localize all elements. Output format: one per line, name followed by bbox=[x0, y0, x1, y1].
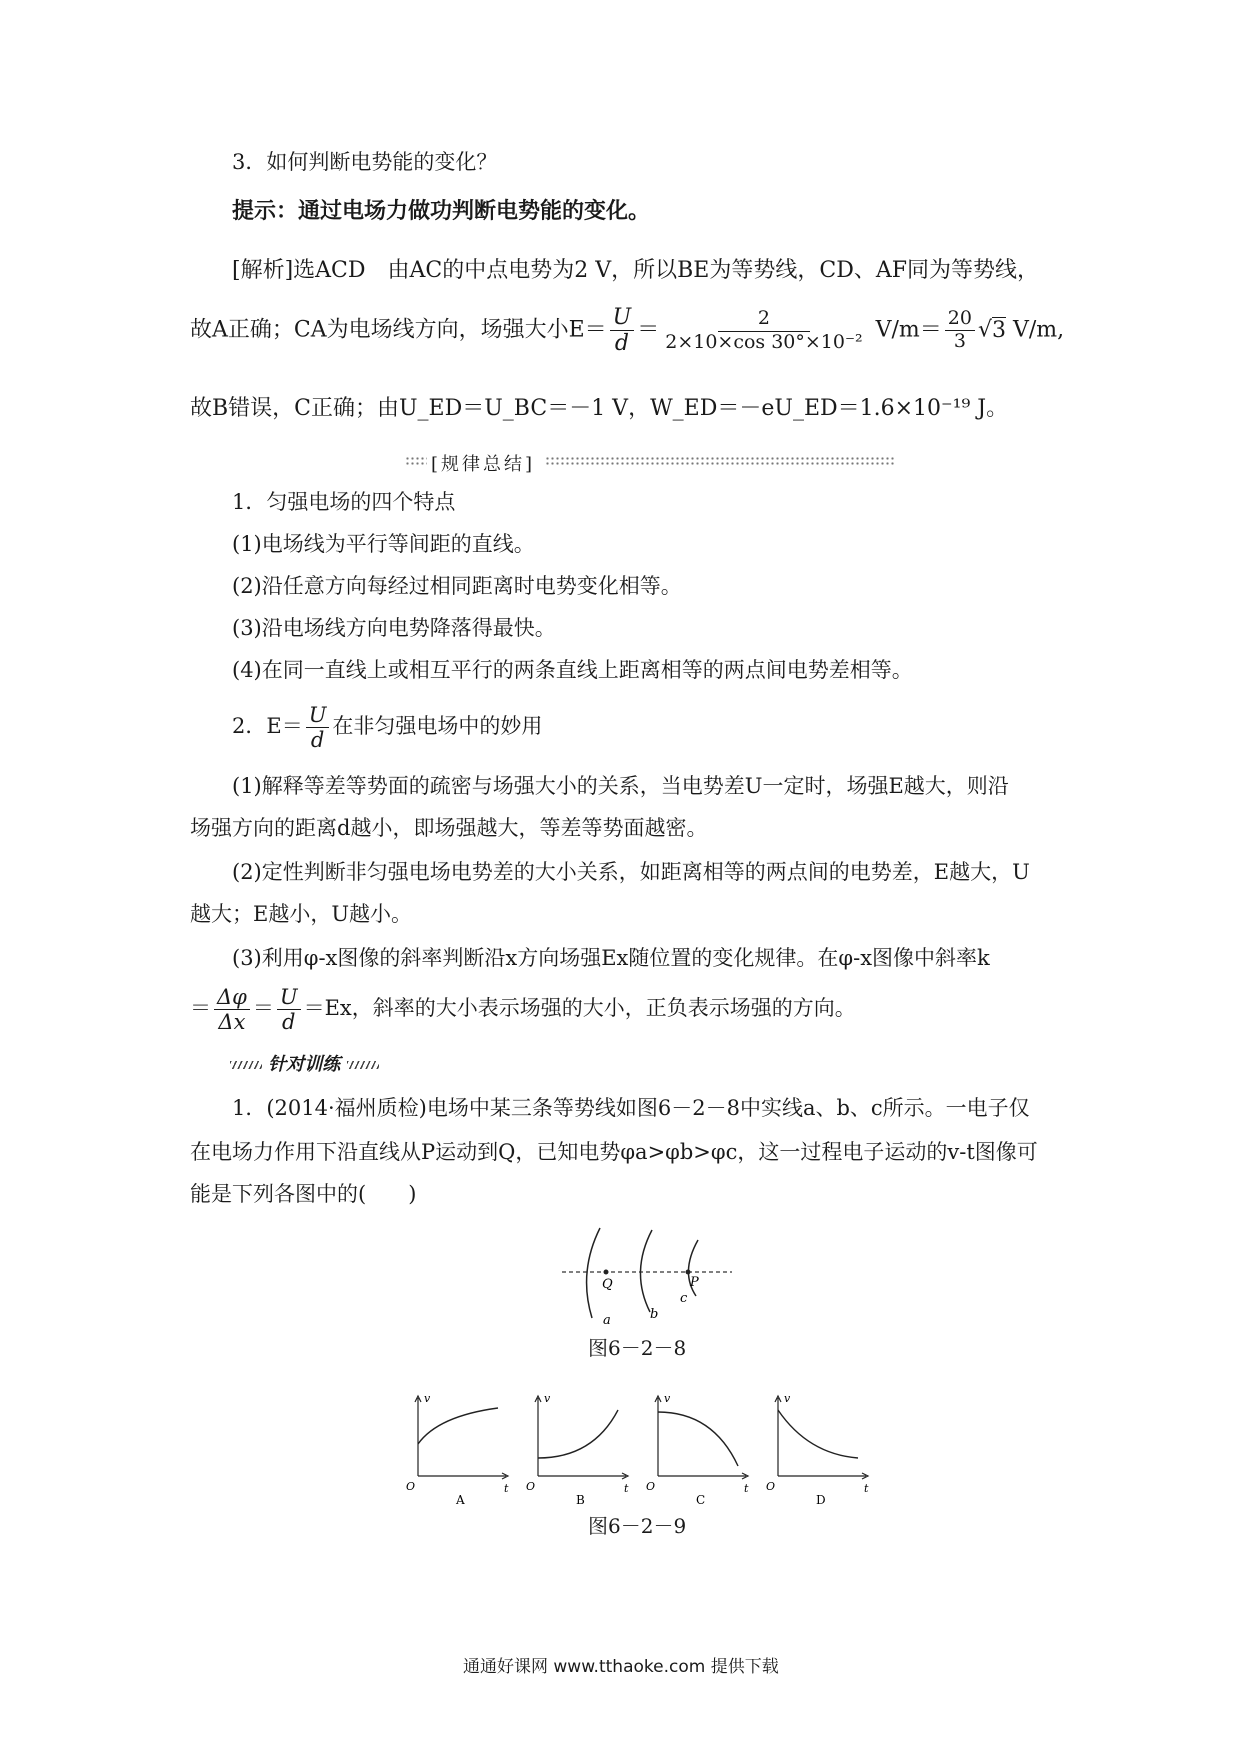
frac-numerator: 20 bbox=[945, 309, 975, 331]
question-3: 3．如何判断电势能的变化？ bbox=[232, 150, 498, 174]
equipotential-line-b bbox=[640, 1230, 652, 1312]
equals-sign: ＝ bbox=[190, 996, 211, 1021]
curve-c bbox=[658, 1412, 738, 1466]
label-c: c bbox=[680, 1291, 688, 1306]
frac-denominator: d bbox=[614, 331, 629, 357]
axis-label-t: t bbox=[864, 1482, 869, 1495]
drill-question-line-3: 能是下列各图中的( ) bbox=[190, 1182, 417, 1206]
unit-text: V/m, bbox=[1006, 317, 1065, 343]
heading-prefix: 2．E＝ bbox=[232, 714, 303, 739]
drill-section-title bbox=[230, 1050, 379, 1076]
panel-label: A bbox=[456, 1493, 465, 1506]
axis-label-t: t bbox=[744, 1482, 749, 1495]
analysis-line-1 bbox=[232, 258, 1039, 284]
axis-label-v: v bbox=[424, 1392, 431, 1405]
frac-numerator: Δφ bbox=[214, 986, 250, 1010]
axis-label-t: t bbox=[624, 1482, 629, 1495]
axis-label-v: v bbox=[784, 1392, 791, 1405]
usage-1-line-a: (1)解释等差等势面的疏密与场强大小的关系，当电势差U一定时，场强E越大，则沿 bbox=[232, 774, 1009, 798]
frac-denominator: 2×10×cos 30°×10⁻² bbox=[665, 330, 863, 353]
frac-numerator: U bbox=[306, 704, 330, 728]
hatch-decoration bbox=[230, 1061, 262, 1069]
drill-question-line-2: 在电场力作用下沿直线从P运动到Q，已知电势φa>φb>φc，这一过程电子运动的v-t图像可 bbox=[190, 1140, 1038, 1164]
page-footer: 通通好课网 www.tthaoke.com 提供下载 bbox=[463, 1657, 779, 1677]
frac-denominator: d bbox=[282, 1010, 296, 1035]
origin-label: O bbox=[766, 1480, 776, 1493]
usage-1-line-b: 场强方向的距离d越小，即场强越大，等差等势面越密。 bbox=[190, 816, 708, 840]
figure-caption-6-2-8: 图6－2－8 bbox=[588, 1336, 687, 1360]
fraction-20-over-3 bbox=[945, 309, 975, 352]
usage-3-line-b bbox=[190, 986, 856, 1033]
vt-graph-b bbox=[526, 1392, 629, 1506]
label-q: Q bbox=[602, 1277, 613, 1292]
analysis-line-2: 故A正确；CA为电场线方向，场强大小E＝ $\frac{U}{d}$ ＝ $\frac{2}{\text{2×10×cos 30°×10⁻²}}$ V/m＝ $\frac{20}{3}$ √3 V/m, bbox=[190, 305, 1065, 357]
label-a: a bbox=[603, 1313, 611, 1328]
summary-point-4: (4)在同一直线上或相互平行的两条直线上距离相等的两点间电势差相等。 bbox=[232, 658, 913, 682]
point-q bbox=[604, 1270, 609, 1275]
curve-d bbox=[778, 1410, 858, 1458]
panel-label: B bbox=[576, 1493, 585, 1506]
point-p bbox=[686, 1270, 691, 1275]
analysis-line-3: 故B错误，C正确；由U_ED＝U_BC＝－1 V，W_ED＝－eU_ED＝1.6×10⁻¹⁹ J。 bbox=[190, 396, 1009, 421]
frac-denominator: Δx bbox=[218, 1010, 246, 1035]
hatch-decoration bbox=[347, 1061, 379, 1069]
fraction-field-calc bbox=[662, 306, 865, 353]
unit-text: V/m＝ bbox=[868, 317, 942, 343]
summary-heading-2 bbox=[232, 704, 542, 751]
analysis-tag: [解析] bbox=[232, 258, 294, 283]
fraction-u-over-d bbox=[277, 986, 301, 1033]
figure-vt-graphs bbox=[400, 1386, 890, 1506]
summary-point-1: (1)电场线为平行等间距的直线。 bbox=[232, 532, 535, 556]
analysis-text-2: 故A正确；CA为电场线方向，场强大小E＝ bbox=[190, 317, 607, 343]
heading-suffix: 在非匀强电场中的妙用 bbox=[332, 714, 543, 739]
summary-point-3: (3)沿电场线方向电势降落得最快。 bbox=[232, 616, 556, 640]
axis-label-v: v bbox=[544, 1392, 551, 1405]
equipotential-line-a bbox=[587, 1228, 600, 1318]
figure-caption-6-2-9: 图6－2－9 bbox=[588, 1514, 687, 1538]
analysis-text-1: 选ACD 由AC的中点电势为2 V，所以BE为等势线，CD、AF同为等势线， bbox=[293, 258, 1039, 283]
curve-b bbox=[538, 1410, 618, 1458]
hint-text: 提示：通过电场力做功判断电势能的变化。 bbox=[232, 198, 651, 224]
frac-denominator: 3 bbox=[953, 330, 966, 353]
fraction-u-over-d bbox=[610, 306, 635, 355]
vt-graph-d bbox=[766, 1392, 869, 1506]
usage-3-conclusion: ＝Ex，斜率的大小表示场强的大小，正负表示场强的方向。 bbox=[303, 996, 856, 1021]
sqrt-radicand: 3 bbox=[992, 317, 1007, 343]
summary-heading-1: 1．匀强电场的四个特点 bbox=[232, 490, 456, 514]
usage-2-line-b: 越大；E越小，U越小。 bbox=[190, 902, 413, 926]
label-b: b bbox=[650, 1307, 659, 1322]
label-p: P bbox=[690, 1275, 699, 1290]
vt-graph-c bbox=[646, 1392, 749, 1506]
panel-label: C bbox=[696, 1493, 706, 1506]
section-title: [规律总结] bbox=[431, 454, 536, 475]
usage-3-line-a: (3)利用φ-x图像的斜率判断沿x方向场强Ex随位置的变化规律。在φ-x图像中斜率k bbox=[232, 946, 990, 970]
fraction-dphi-over-dx bbox=[214, 986, 250, 1033]
origin-label: O bbox=[526, 1480, 536, 1493]
frac-numerator: U bbox=[277, 986, 301, 1010]
origin-label: O bbox=[646, 1480, 656, 1493]
axis-label-t: t bbox=[504, 1482, 509, 1495]
drill-question-line-1: 1．(2014·福州质检)电场中某三条等势线如图6－2－8中实线a、b、c所示。一电子仅 bbox=[232, 1096, 1030, 1120]
figure-equipotential-lines bbox=[550, 1220, 740, 1330]
frac-numerator: U bbox=[610, 306, 635, 331]
frac-numerator: 2 bbox=[718, 309, 810, 332]
fraction-u-over-d bbox=[306, 704, 330, 751]
summary-point-2: (2)沿任意方向每经过相同距离时电势变化相等。 bbox=[232, 574, 682, 598]
drill-title-text: 针对训练 bbox=[268, 1054, 341, 1075]
curve-a bbox=[418, 1408, 498, 1444]
section-header-summary bbox=[405, 450, 895, 474]
frac-denominator: d bbox=[310, 728, 325, 753]
sqrt-symbol: √ bbox=[977, 317, 993, 343]
panel-label: D bbox=[816, 1493, 826, 1506]
axis-label-v: v bbox=[664, 1392, 671, 1405]
usage-2-line-a: (2)定性判断非匀强电场电势差的大小关系，如距离相等的两点间的电势差，E越大，U bbox=[232, 860, 1030, 884]
vt-graph-a bbox=[406, 1392, 509, 1506]
equals-sign: ＝ bbox=[252, 996, 274, 1021]
origin-label: O bbox=[406, 1480, 416, 1493]
